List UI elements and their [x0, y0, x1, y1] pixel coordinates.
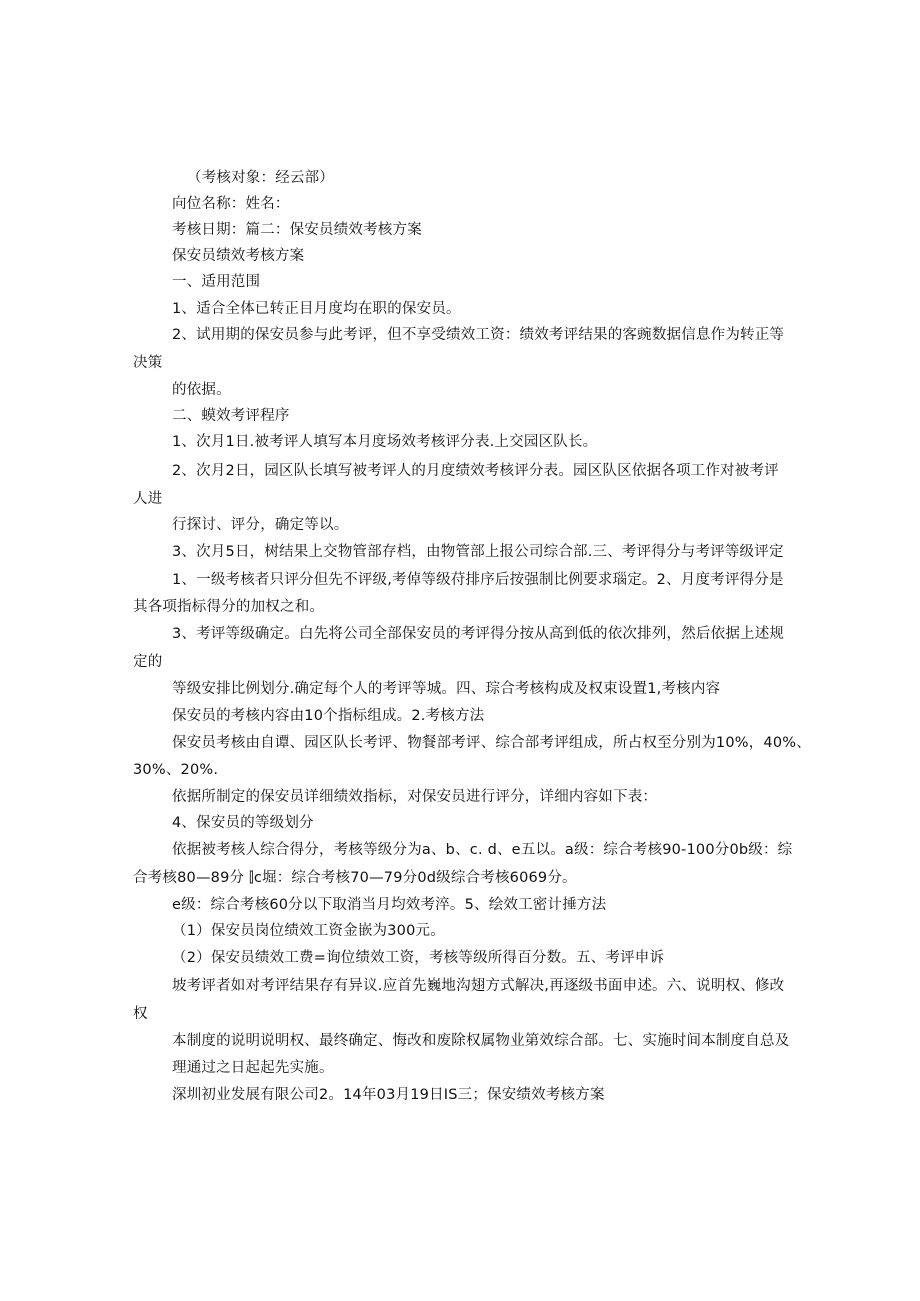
text-line-16: 1、一级考核者只评分但先不评级,考倬等级苻排序后按强制比例要求瑙定。2、月度考评得分是: [172, 572, 784, 588]
text-line-1: （考核对象：经云部）: [187, 170, 334, 186]
text-line-34: 理通过之日起起先实施。: [172, 1060, 334, 1076]
text-line-21: 保安员的考核内容由10个指标组成。2.考核方法: [172, 708, 485, 724]
text-line-13: 人进: [133, 491, 163, 507]
text-line-12: 2、次月2日，园区队长填写被考评人的月度绩效考核评分表。园区队区依据各项工作对被考评: [172, 463, 779, 479]
text-line-25: 4、保安员的等级划分: [172, 815, 314, 831]
text-line-27: 合考核80—89分 ⫿c堀：综合考核70—79分0d级综合考核6069分。: [133, 870, 577, 886]
text-line-26: 依据被考核人综合得分，考核等级分为a、b、c. d、e五以。a级：综合考核90-100分0b级：综: [172, 842, 793, 858]
text-line-2: 向位名称：姓名：: [172, 196, 290, 212]
text-line-35: 深圳初业发展有限公司2。14年03月19日IS三；保安绩效考核方案: [172, 1087, 605, 1103]
text-line-11: 1、次月1日.被考评人填写本月度场效考核评分表.上交园区队长。: [172, 434, 598, 450]
text-line-10: 二、蟆效考评程序: [172, 408, 290, 424]
text-line-23: 30%、20%.: [133, 762, 219, 778]
text-line-28: e级：综合考核60分以下取消当月均效考淬。5、绘效工密计捶方法: [172, 897, 607, 913]
text-line-7: 2、试用期的保安员参与此考评，但不享受绩效工资：绩效考评结果的客豌数据信息作为转正等: [172, 327, 785, 343]
text-line-17: 其各项指标得分的加权之和。: [133, 599, 325, 615]
text-line-18: 3、考评等级确定。白先将公司全部保安员的考评得分按从高到低的依次排列，然后依据上述规: [172, 626, 785, 642]
text-line-29: （1）保安员岗位绩效工资金嵌为300元。: [172, 923, 445, 939]
text-line-6: 1、适合全体已转正目月度均在职的保安员。: [172, 301, 461, 317]
text-line-9: 的依据。: [172, 382, 231, 398]
text-line-4: 保安员绩效考核方案: [172, 248, 305, 264]
text-line-14: 行探讨、评分，确定等以。: [172, 517, 349, 533]
text-line-15: 3、次月5日，树结果上交物管部存档，由物管部上报公司综合部.三、考评得分与考评等级评定: [172, 544, 784, 560]
text-line-22: 保安员考核由自谭、园区队长考评、物餐部考评、综合部考评组成，所占权至分别为10%，40%、: [172, 735, 811, 751]
text-line-24: 依据所制定的保安员详细绩效指标，对保安员进行评分，详细内容如下表：: [172, 789, 658, 805]
text-line-30: （2）保安员绩效工费=询位绩效工资，考核等级所得百分数。五、考评申诉: [172, 950, 665, 966]
text-line-32: 权: [133, 1006, 148, 1022]
text-line-3: 考核日期：篇二：保安员绩效考核方案: [172, 222, 422, 238]
text-line-20: 等级安排比例划分.确定每个人的考评等城。四、琮合考核构成及权束设置1,考核内容: [172, 681, 721, 697]
text-line-31: 坡考评者如对考评结果存有异议.应首先巍地沟翅方式解决,再逐级书面申述。六、说明权、修改: [172, 978, 785, 994]
text-line-19: 定的: [133, 654, 163, 670]
text-line-8: 决策: [133, 355, 163, 371]
text-line-5: 一、适用范围: [172, 274, 261, 290]
text-line-33: 本制度的说明说明权、最终确定、悔改和废除权属物业第效综合部。七、实施时间本制度自总及: [172, 1033, 790, 1049]
